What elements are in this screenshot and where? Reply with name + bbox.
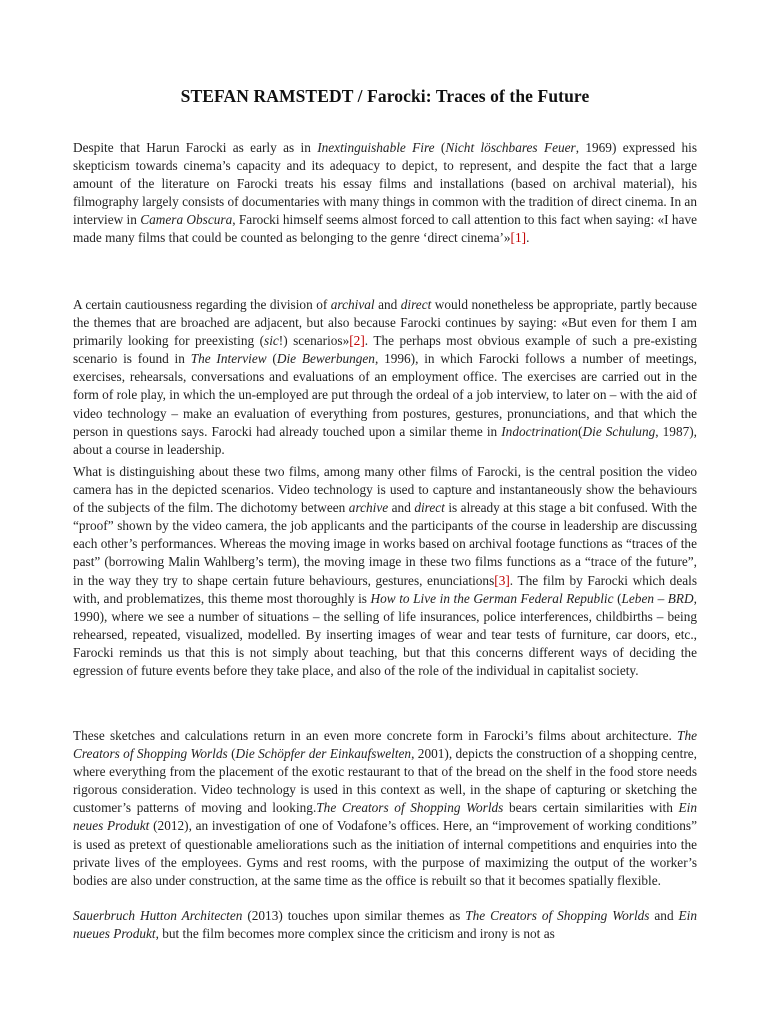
p3-text-3: is already at this stage a bit confused. With the “proof” shown by the video camera, the job applicants and the participants of the course in leadership are discussing each other’s performances. Whereas the moving image in works based on archival footage functions as “traces of the past” (borrowing Malin Wahlberg’s term), the moving image in these two films functions as a “trace of the future”, in the way they try to shape certain future behaviours, gestures, enunciations bbox=[73, 500, 697, 588]
p1-text-1: Despite that Harun Farocki as early as in bbox=[73, 140, 318, 155]
paragraph-5 bbox=[73, 907, 697, 943]
p1-text-2: ( bbox=[434, 140, 446, 155]
p2-italic-2: direct bbox=[400, 297, 432, 312]
p2-italic-3: sic bbox=[264, 333, 279, 349]
p5-italic-3: Ein nueues Produkt bbox=[73, 908, 697, 942]
p4-italic-4: Ein neues Produkt bbox=[73, 800, 698, 834]
p3-text-5: ( bbox=[613, 590, 622, 606]
p2-italic-1: archival bbox=[330, 297, 375, 312]
p4-italic-1: The Creators of Shopping Worlds bbox=[73, 728, 697, 762]
p5-italic-1: Sauerbruch Hutton Architecten bbox=[73, 908, 243, 923]
p2-text-3: would nonetheless be appropriate, partly because the themes that are broached are adjacent, but also because Farocki continues by saying: «But even for them I am primarily looking for preexisting ( bbox=[73, 297, 697, 349]
paragraph-1 bbox=[73, 139, 697, 248]
p4-text-3: , 2001), depicts the construction of a shopping centre, where everything from the placement of the exotic restaurant to that of the bread on the shelf in the food store needs rigorous consideration. Video technology is used in this context as well, in the shape of capturing or sketching the customer’s patterns of moving and looking. bbox=[73, 746, 697, 816]
footnote-link-3[interactable]: [3] bbox=[494, 572, 510, 588]
p2-italic-4: The Interview bbox=[190, 351, 267, 367]
footnote-link-2[interactable]: [2] bbox=[349, 333, 365, 349]
p2-text-9: , 1987), about a course in leadership. bbox=[73, 423, 697, 457]
p2-text-5: . The perhaps most obvious example of such a pre-existing scenario is found in bbox=[73, 333, 697, 367]
p2-text-6: ( bbox=[266, 351, 277, 367]
p3-text-6: , 1990), where we see a number of situations – the selling of life insurances, police interferences, childbirths – being rehearsed, repeated, visualized, modelled. By inserting images of wear and tear tests of furniture, car doors, etc., Farocki reminds us that this is not simply about teaching, but that this concerns different ways of deciding the egression of future events before they take place, and also of the role of the individual in capitalist society. bbox=[73, 590, 697, 679]
p1-italic-1: Inextinguishable Fire bbox=[317, 140, 435, 155]
p4-text-2: ( bbox=[227, 746, 236, 762]
p4-italic-2: Die Schöpfer der Einkaufswelten bbox=[235, 746, 412, 762]
p5-text-2: and bbox=[649, 908, 679, 923]
p5-italic-2: The Creators of Shopping Worlds bbox=[465, 908, 650, 923]
p1-text-5: . bbox=[526, 230, 530, 246]
p5-text-3: , but the film becomes more complex since the criticism and irony is not as bbox=[155, 926, 555, 942]
paragraph-3 bbox=[73, 463, 697, 680]
p3-text-4: . The film by Farocki which deals with, and problematizes, this theme most thoroughly is bbox=[73, 572, 698, 606]
p2-italic-6: Indoctrination bbox=[501, 423, 579, 439]
p1-text-3: , 1969) expressed his skepticism towards cinema’s capacity and its adequacy to depict, to represent, and despite the fact that a large amount of the literature on Farocki treats his essay films and installations (based on archival material), his filmography largely consists of documentaries with many things in common with the tradition of direct cinema. In an interview in bbox=[73, 140, 698, 228]
p2-text-4: !) scenarios» bbox=[278, 333, 350, 349]
p3-italic-3: How to Live in the German Federal Republic bbox=[370, 590, 614, 606]
p1-text-4: , Farocki himself seems almost forced to call attention to this fact when saying: «I have made many films that could be counted as belonging to the genre ‘direct cinema’» bbox=[73, 212, 697, 246]
p4-text-1: These sketches and calculations return in an even more concrete form in Farocki’s films about architecture. bbox=[73, 728, 678, 743]
p3-italic-4: Leben – BRD bbox=[621, 590, 694, 606]
p1-italic-2: Nicht löschbares Feuer bbox=[445, 140, 576, 155]
paragraph-4 bbox=[73, 727, 697, 890]
p3-text-2: and bbox=[388, 500, 415, 516]
p2-italic-5: Die Bewerbungen bbox=[276, 351, 375, 367]
p2-italic-7: Die Schulung bbox=[582, 423, 656, 439]
p3-italic-1: archive bbox=[348, 500, 389, 516]
p5-text-1: (2013) touches upon similar themes as bbox=[242, 908, 466, 923]
p1-italic-3: Camera Obscura bbox=[140, 212, 233, 228]
p2-text-1: A certain cautiousness regarding the division of bbox=[73, 297, 331, 312]
p4-text-4: bears certain similarities with bbox=[503, 800, 679, 816]
p3-text-1: What is distinguishing about these two films, among many other films of Farocki, is the central position the video camera has in the depicted scenarios. Video technology is used to capture and instantaneously show the behaviours of the subjects of the film. The dichotomy between bbox=[73, 464, 697, 516]
p4-italic-3: The Creators of Shopping Worlds bbox=[316, 800, 504, 816]
footnote-link-1[interactable]: [1] bbox=[510, 230, 527, 246]
p2-text-2: and bbox=[374, 297, 401, 312]
paragraph-2 bbox=[73, 296, 697, 459]
p4-text-5: (2012), an investigation of one of Vodafone’s offices. Here, an “improvement of working conditions” is used as pretext of questionable ameliorations such as the initiation of internal competitions and enquiries into the private lives of the employees. Gyms and rest rooms, with the purpose of maximizing the output of the worker’s bodies are also under construction, at the same time as the office is rebuilt so that it becomes spatially flexible. bbox=[73, 818, 697, 888]
article-title: STEFAN RAMSTEDT / Farocki: Traces of the Future bbox=[180, 86, 590, 106]
p3-italic-2: direct bbox=[414, 500, 445, 516]
p2-text-7: , 1996), in which Farocki follows a number of meetings, exercises, rehearsals, conversations and evaluations of an employment office. The exercises are carried out in the form of role play, in which the un-employed are put through the ordeal of a job interview, to later on – with the aid of video technology – make an evaluation of everything from postures, gestures, pronunciations, and that which the person in questions says. Farocki had already touched upon a similar theme in bbox=[73, 351, 697, 439]
p2-text-8: ( bbox=[578, 423, 583, 439]
